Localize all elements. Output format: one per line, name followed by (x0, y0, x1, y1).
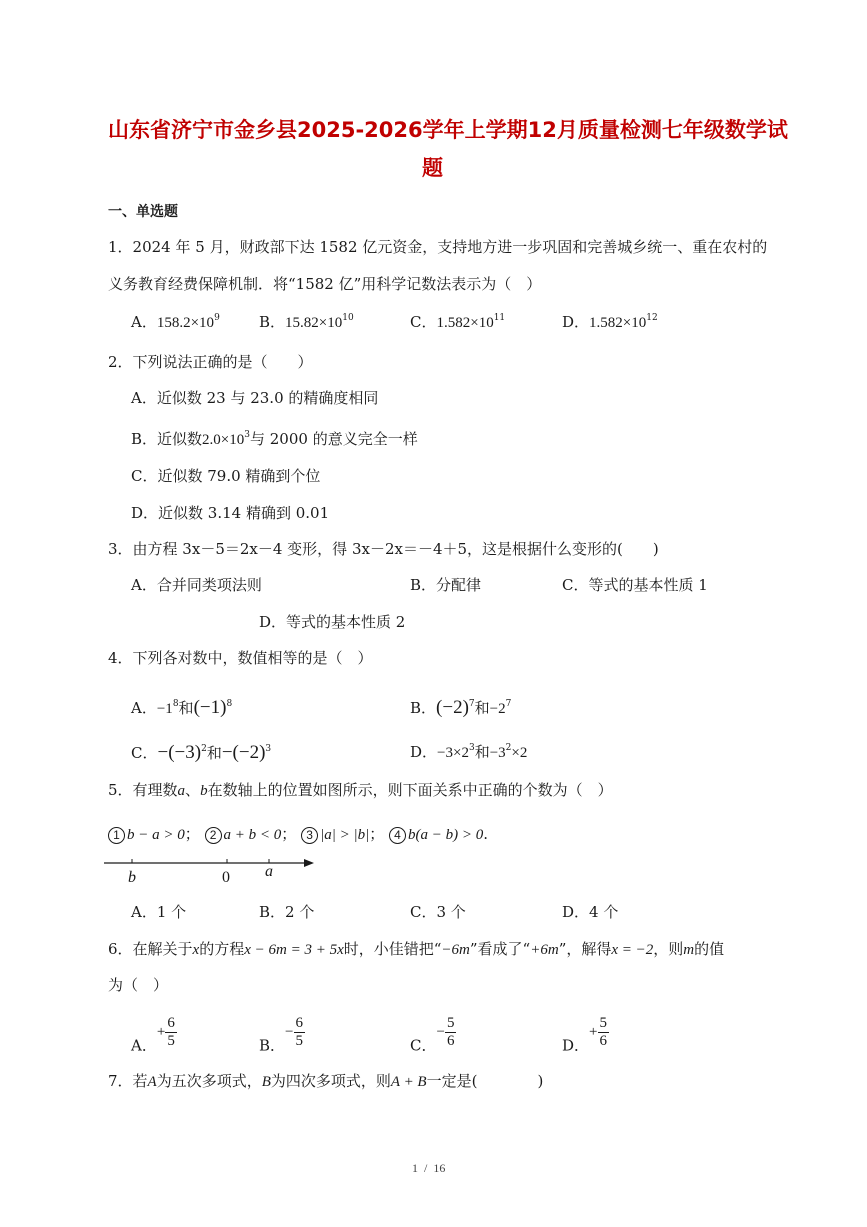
q5-option-b: B．2 个 (259, 903, 315, 921)
q4-option-c: C．$-(-3)^2$和$-(-2)^3$ (131, 742, 272, 763)
q5-conditions: 1 b − a > 0； 2 a + b < 0； 3 |a| > |b|； 4 b(a − b) > 0. (108, 827, 488, 844)
q1-option-b: B．$15.82\times 10^{10}$ (259, 313, 354, 331)
q1-option-d: D．$1.582\times 10^{12}$ (562, 313, 658, 331)
q5-option-c: C．3 个 (410, 903, 466, 921)
q2-option-c: C．近似数 79.0 精确到个位 (131, 467, 321, 485)
q1-stem-line2: 义务教育经费保障机制．将“1582 亿”用科学记数法表示为（ ） (108, 275, 542, 293)
q5-option-d: D．4 个 (562, 903, 619, 921)
page-title-line2: 题 (422, 156, 443, 180)
number-line-arrow (304, 859, 314, 867)
label-a: a (265, 863, 273, 880)
circled-number-1: 1 (108, 827, 125, 844)
q7-stem: 7．若A为五次多项式，B为四次多项式，则A + B一定是( ) (108, 1072, 544, 1090)
circled-number-3: 3 (301, 827, 318, 844)
q3-stem: 3．由方程 3x－5＝2x－4 变形，得 3x－2x＝－4＋5，这是根据什么变形的( ) (108, 540, 659, 558)
section-heading: 一、单选题 (108, 204, 178, 220)
q3-option-b: B．分配律 (410, 576, 482, 594)
q6-option-d: D．+ $\frac{5}{6}$ (562, 1015, 607, 1055)
circled-number-2: 2 (205, 827, 222, 844)
label-b: b (128, 869, 136, 886)
q3-option-a: A．合并同类项法则 (131, 576, 262, 594)
q6-option-c: C．− $\frac{5}{6}$ (410, 1015, 455, 1055)
q5-option-a: A．1 个 (131, 903, 187, 921)
q1-option-c: C．$1.582\times 10^{11}$ (410, 313, 506, 331)
q1-stem-line1: 1．2024 年 5 月，财政部下达 1582 亿元资金，支持地方进一步巩固和完善城乡统一、重在农村的 (108, 238, 768, 256)
q4-stem: 4．下列各对数中，数值相等的是（ ） (108, 649, 373, 667)
q3-option-c: C．等式的基本性质 1 (562, 576, 708, 594)
q4-option-a: A．$-1^8$和$(-1)^8$ (131, 697, 233, 718)
circled-number-4: 4 (389, 827, 406, 844)
q4-option-b: B．$(-2)^7$和$-2^7$ (410, 697, 512, 718)
q6-option-b: B．− $\frac{6}{5}$ (259, 1015, 303, 1055)
page-title-line1: 山东省济宁市金乡县2025-2026学年上学期12月质量检测七年级数学试 (108, 118, 788, 142)
label-0: 0 (222, 869, 230, 886)
q4-option-d: D．$-3\times 2^3$和$-3^2\times 2$ (410, 743, 528, 761)
q2-option-d: D．近似数 3.14 精确到 0.01 (131, 504, 330, 522)
q6-stem-line1: 6．在解关于x的方程x − 6m = 3 + 5x时，小佳错把“−6m”看成了“+6m”，解得x = −2，则m的值 (108, 940, 725, 958)
q2-stem: 2．下列说法正确的是（ ） (108, 353, 313, 371)
q2-option-b: B．近似数$2.0\times 10^3$与 2000 的意义完全一样 (131, 430, 418, 448)
q6-option-a: A．+ $\frac{6}{5}$ (131, 1015, 175, 1055)
page-number: 1 / 16 (412, 1161, 446, 1175)
q5-stem: 5．有理数a、b在数轴上的位置如图所示，则下面关系中正确的个数为（ ） (108, 781, 613, 799)
q3-option-d: D．等式的基本性质 2 (259, 613, 406, 631)
number-line-figure (100, 852, 330, 892)
q2-option-a: A．近似数 23 与 23.0 的精确度相同 (131, 389, 379, 407)
q1-option-a: A．$158.2\times 10^9$ (131, 313, 220, 331)
q6-stem-line2: 为（ ） (108, 976, 169, 994)
